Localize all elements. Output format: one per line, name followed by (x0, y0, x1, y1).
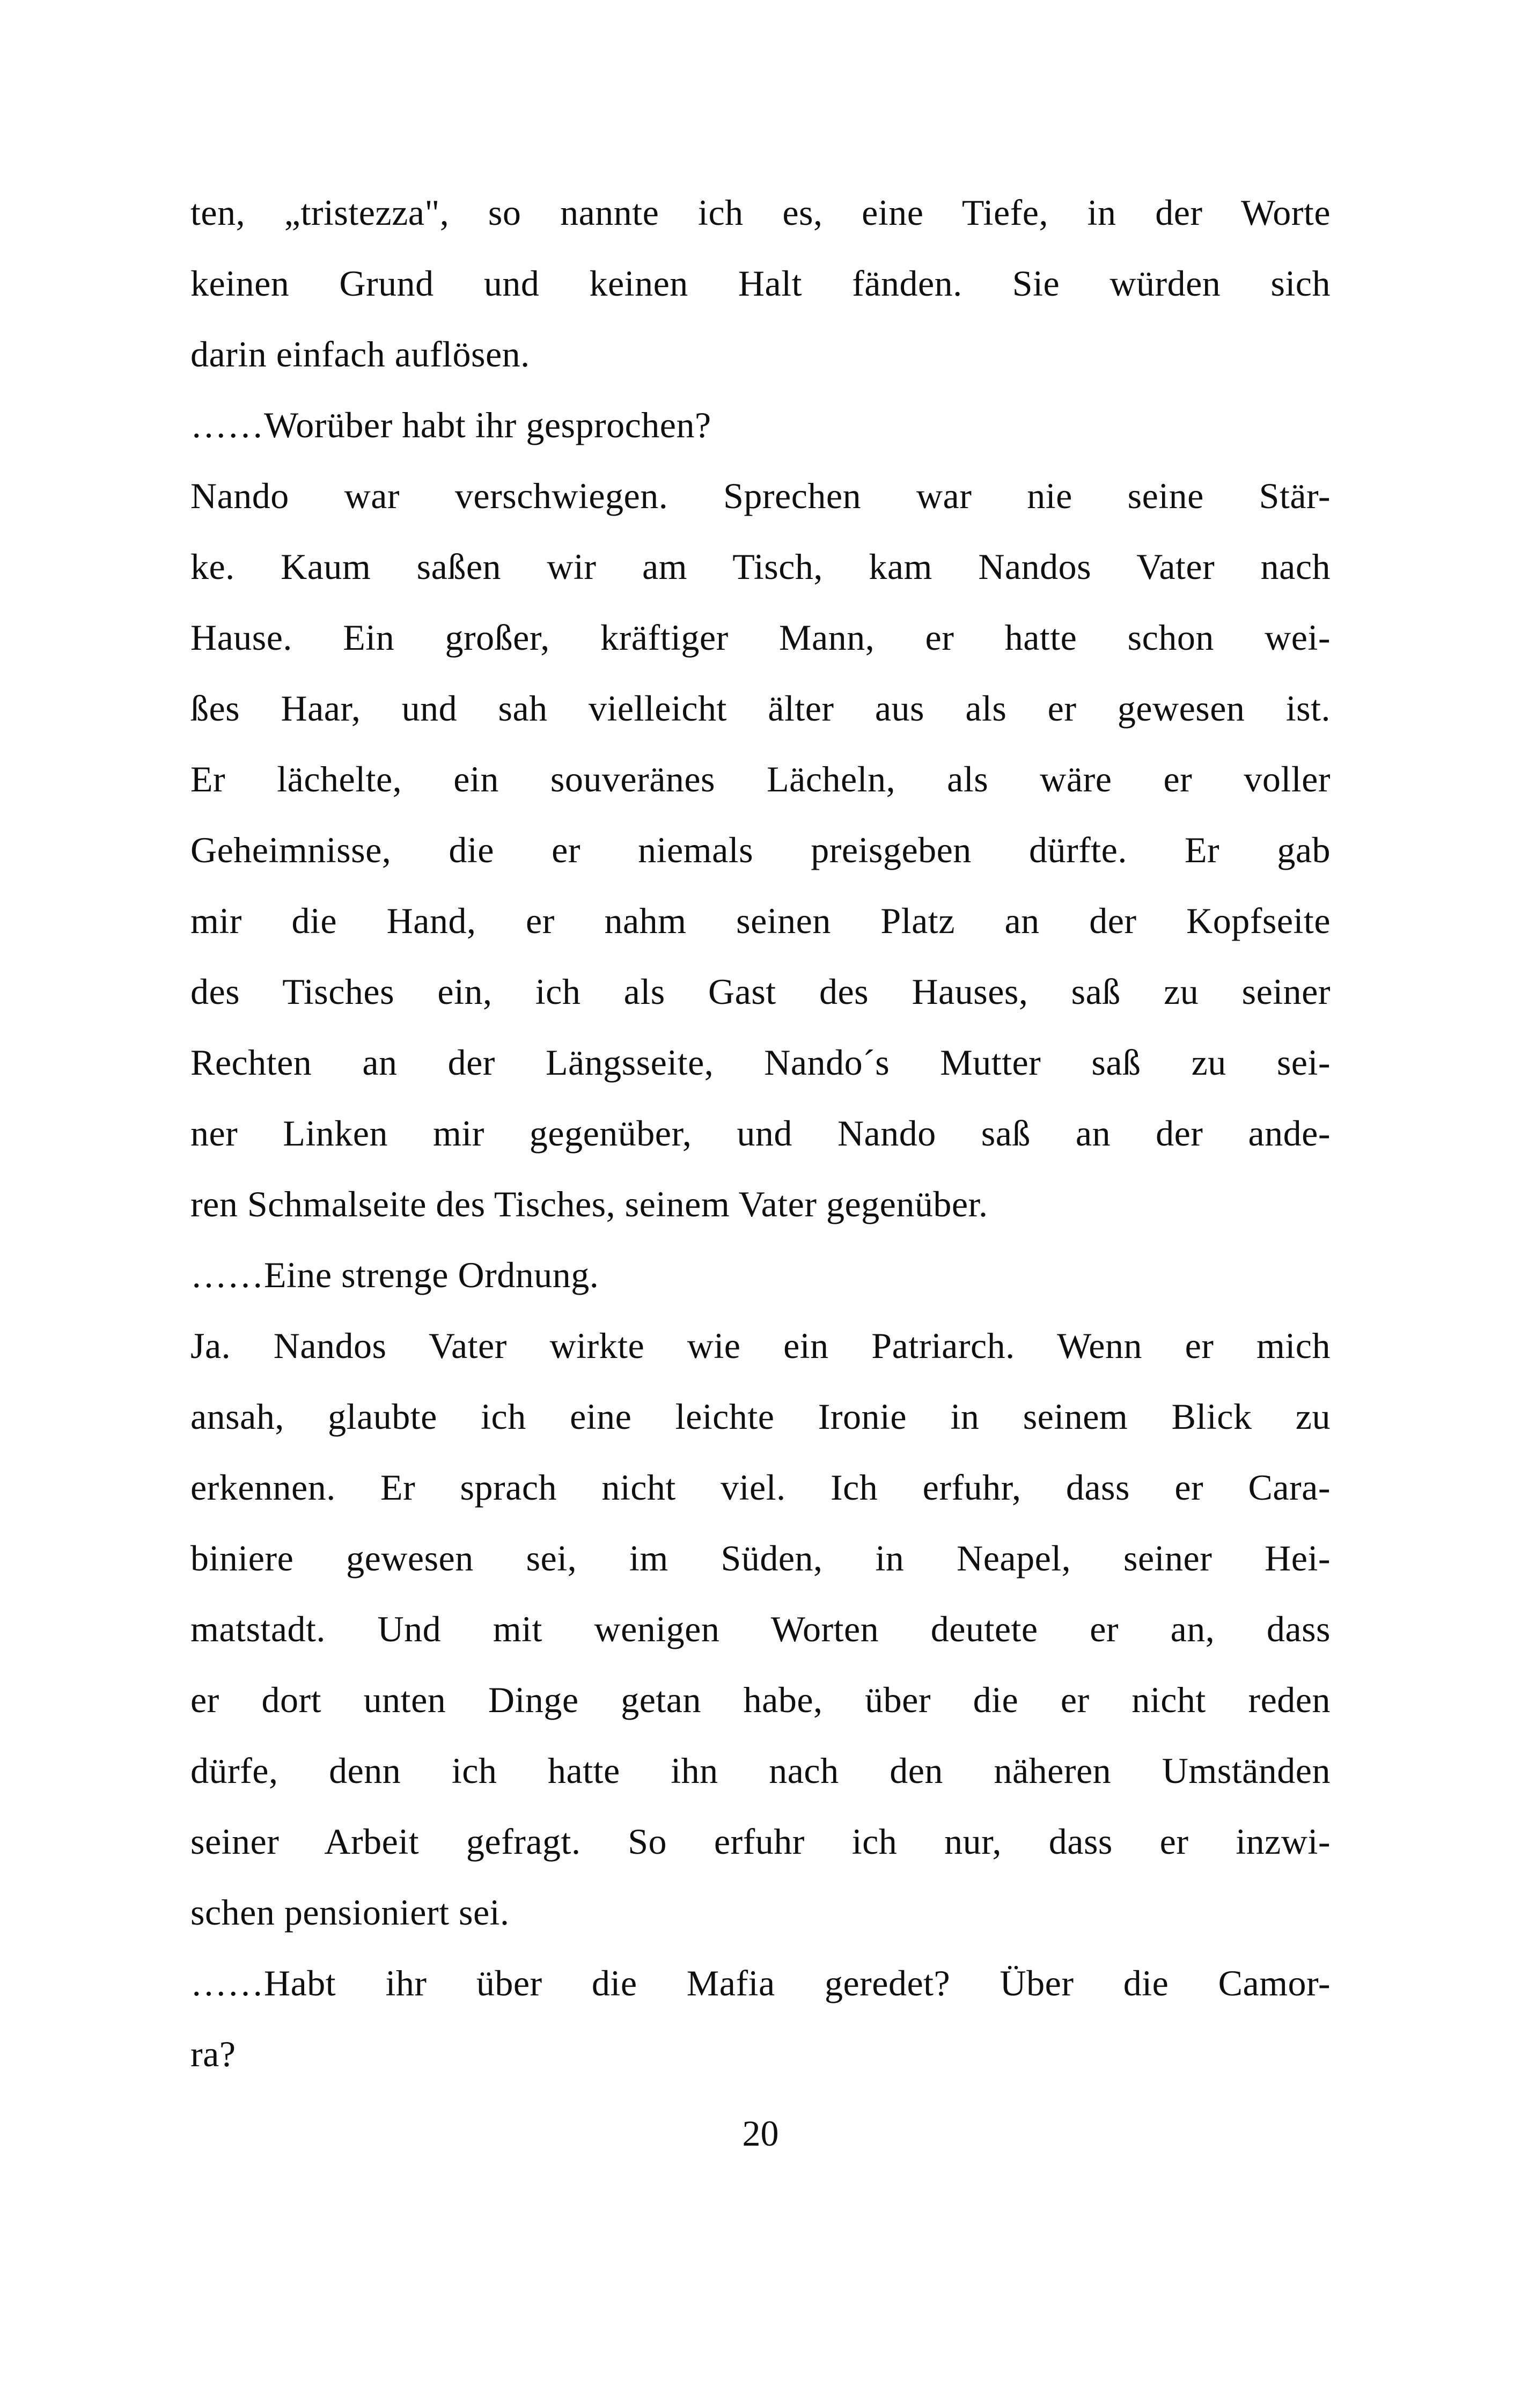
text-line: ren Schmalseite des Tisches, seinem Vater gegenüber. (190, 1184, 988, 1224)
text-line: seiner Arbeit gefragt. So erfuhr ich nur, dass er inzwi- (190, 1821, 1331, 1862)
body-text (190, 177, 1331, 2089)
text-line: er dort unten Dinge getan habe, über die er nicht reden (190, 1679, 1331, 1720)
text-line: Er lächelte, ein souveränes Lächeln, als wäre er voller (190, 759, 1331, 799)
text-line: Rechten an der Längsseite, Nando´s Mutter saß zu sei- (190, 1042, 1331, 1083)
text-line: Geheimnisse, die er niemals preisgeben dürfte. Er gab (190, 829, 1331, 870)
text-line: ten, „tristezza", so nannte ich es, eine Tiefe, in der Worte (190, 192, 1331, 233)
text-line: des Tisches ein, ich als Gast des Hauses, saß zu seiner (190, 971, 1331, 1012)
text-line: keinen Grund und keinen Halt fänden. Sie würden sich (190, 263, 1331, 304)
text-line: biniere gewesen sei, im Süden, in Neapel, seiner Hei- (190, 1538, 1331, 1579)
text-line: dürfe, denn ich hatte ihn nach den näheren Umständen (190, 1750, 1331, 1791)
text-line: ansah, glaubte ich eine leichte Ironie in seinem Blick zu (190, 1396, 1331, 1437)
text-line: mir die Hand, er nahm seinen Platz an der Kopfseite (190, 900, 1331, 941)
text-line: ßes Haar, und sah vielleicht älter aus als er gewesen ist. (190, 688, 1331, 729)
text-line: darin einfach auflösen. (190, 334, 530, 375)
text-line: ……Habt ihr über die Mafia geredet? Über die Camor- (190, 1963, 1331, 2003)
text-line: ……Worüber habt ihr gesprochen? (190, 405, 711, 445)
text-line: ……Eine strenge Ordnung. (190, 1254, 599, 1295)
text-line: Nando war verschwiegen. Sprechen war nie seine Stär- (190, 475, 1331, 516)
text-line: ra? (190, 2033, 236, 2074)
text-line: Ja. Nandos Vater wirkte wie ein Patriarch. Wenn er mich (190, 1325, 1331, 1366)
text-line: ner Linken mir gegenüber, und Nando saß an der ande- (190, 1113, 1331, 1154)
text-line: matstadt. Und mit wenigen Worten deutete er an, dass (190, 1609, 1331, 1649)
text-line: Hause. Ein großer, kräftiger Mann, er hatte schon wei- (190, 617, 1331, 658)
text-line: schen pensioniert sei. (190, 1892, 510, 1933)
text-line: erkennen. Er sprach nicht viel. Ich erfuhr, dass er Cara- (190, 1467, 1331, 1508)
page-number: 20 (742, 2113, 779, 2154)
text-line: ke. Kaum saßen wir am Tisch, kam Nandos Vater nach (190, 546, 1331, 587)
